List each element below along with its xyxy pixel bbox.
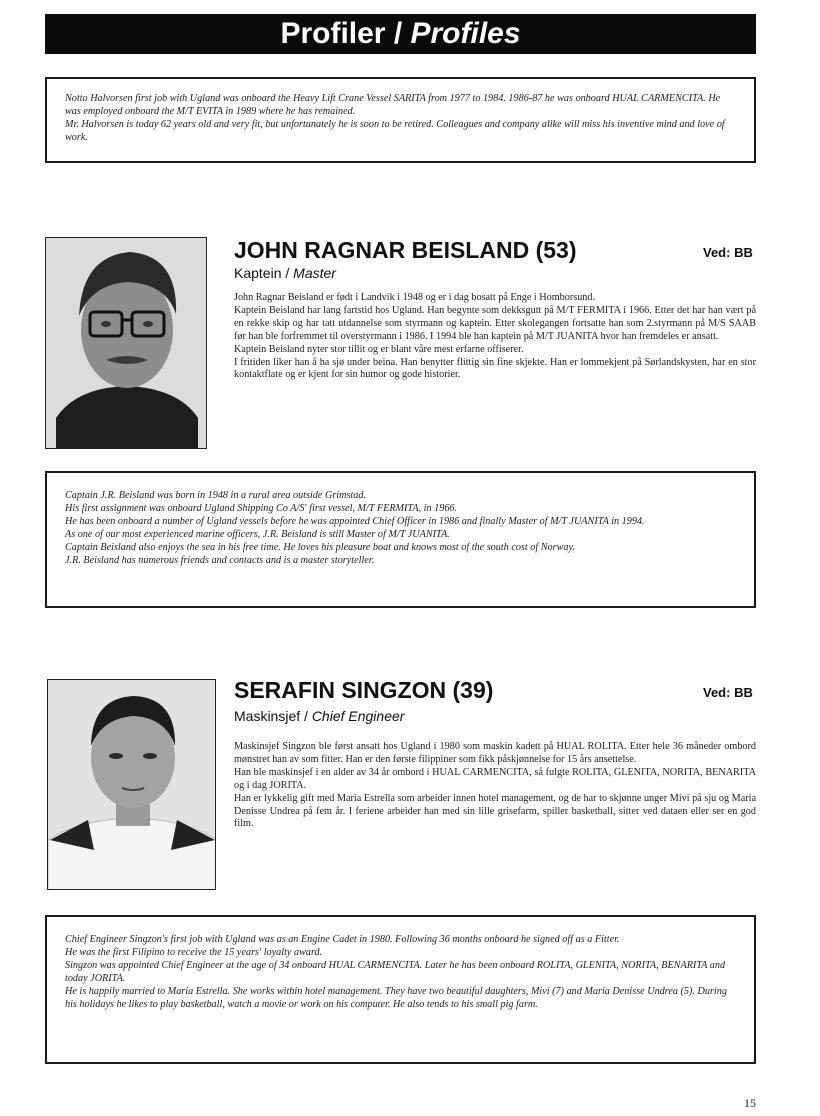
- bio-paragraph: John Ragnar Beisland er født i Landvik i 1948 og er i dag bosatt på Enge i Homborsund.: [234, 292, 596, 303]
- english-line: Singzon was appointed Chief Engineer at the age of 34 onboard HUAL CARMENCITA. Later he has been onboard ROLITA, GLENITA, NORITA, BENARITA and today JORITA.: [65, 960, 726, 984]
- english-line: As one of our most experienced marine officers, J.R. Beisland is still Master of M/T JUANITA.: [65, 529, 450, 540]
- profile-name-singzon: SERAFIN SINGZON (39): [234, 677, 494, 703]
- portrait-photo-beisland: [45, 237, 207, 449]
- profile-name-beisland: JOHN RAGNAR BEISLAND (53): [234, 237, 577, 263]
- english-line: He has been onboard a number of Ugland vessels before he was appointed Chief Officer in 1986 and finally Master of M/T JUANITA in 1994.: [65, 516, 645, 527]
- role-english: Chief Engineer: [311, 708, 405, 724]
- profile-role-beisland: [234, 265, 336, 281]
- role-english: Master: [293, 265, 336, 281]
- intro-line: Mr. Halvorsen is today 62 years old and very fit, but unfortunately he is soon to be retired. Colleagues and company alike will miss his inventive mind and love of work.: [65, 119, 725, 143]
- page-header: [45, 14, 756, 54]
- english-line: He was the first Filipino to receive the 15 years' loyalty award.: [65, 947, 323, 958]
- profile-ved-beisland: Ved: BB: [703, 245, 753, 260]
- bio-paragraph: Kaptein Beisland nyter stor tillit og er blant våre mest erfarne offiserer.: [234, 343, 524, 355]
- profile-role-singzon: [234, 708, 404, 724]
- english-box-beisland: [45, 471, 756, 608]
- english-line: Captain J.R. Beisland was born in 1948 in a rural area outside Grimstad.: [65, 490, 367, 501]
- intro-english-box: [45, 77, 756, 163]
- intro-line: Notto Halvorsen first job with Ugland was onboard the Heavy Lift Crane Vessel SARITA from 1977 to 1984. 1986-87 he was onboard HUAL CARMENCITA. He was employed onboard the M/T EVITA in 1989 where he has remained.: [65, 93, 721, 117]
- portrait-photo-singzon: [47, 679, 216, 890]
- english-box-singzon: [45, 915, 756, 1064]
- bio-paragraph: Han ble maskinsjef i en alder av 34 år ombord i HUAL CARMENCITA, så fulgte ROLITA, GLENITA, NORITA, BENARITA og i dag JORITA.: [234, 766, 756, 791]
- english-line: Chief Engineer Singzon's first job with Ugland was as an Engine Cadet in 1980. Following 36 months onboard he signed off as a Fitter.: [65, 934, 620, 945]
- profile-ved-singzon: Ved: BB: [703, 685, 753, 700]
- bio-paragraph: Maskinsjef Singzon ble først ansatt hos Ugland i 1980 som maskin kadett på HUAL ROLITA. Etter hele 36 måneder ombord mønstret han av som fitter. Han er den første filippiner som fikk påskjønnelse for 15 års ansettelse.: [234, 741, 756, 765]
- bio-paragraph: Kaptein Beisland har lang fartstid hos Ugland. Han begynte som dekksgutt på M/T FERMITA i 1966. Etter det har han vært på en rekke skip og har tatt utdannelse som styrmann og kaptein. Etter skolegangen fortsatte han som 2.styrmann på M/S SAAB før han ble forfremmet til overstyrmann i 1986. I 1994 ble han kaptein på M/T JUANITA hvor han fremdeles er ansatt.: [234, 304, 756, 342]
- bio-paragraph: Han er lykkelig gift med Maria Estrella som arbeider innen hotel management, og de har to skjønne unger Mivi på sju og Maria Denisse Undrea på fem år. I feriene arbeider han med sin lille grisefarm, spiller basketball, sitter ved dataen eller ser en god film.: [234, 792, 756, 830]
- header-title-plain: Profiler /: [280, 17, 411, 50]
- header-title-italic: Profiles: [410, 17, 521, 50]
- bio-paragraph: I fritiden liker han å ha sjø under beina. Han benytter flittig sin fine skjekte. Han er lommekjent på Sørlandskysten, har en stor kontaktflate og er kjent for sin humor og gode historier.: [234, 356, 756, 381]
- role-norwegian: Maskinsjef /: [234, 708, 312, 724]
- english-line: J.R. Beisland has numerous friends and contacts and is a master storyteller.: [65, 555, 375, 566]
- portrait-singzon-image: [48, 680, 216, 890]
- role-norwegian: Kaptein /: [234, 265, 294, 281]
- profile-bio-beisland: [234, 292, 756, 382]
- english-line: His first assignment was onboard Ugland Shipping Co A/S' first vessel, M/T FERMITA, in 1966.: [65, 503, 458, 514]
- english-line: Captain Beisland also enjoys the sea in his free time. He loves his pleasure boat and knows most of the south cost of Norway.: [65, 542, 575, 553]
- english-line: He is happily married to Maria Estrella. She works within hotel management. They have two beautiful daughters, Mivi (7) and Maria Denisse Undrea (5). During his holidays he likes to play basketball, watch a movie or work on his computer. He also tends to his small pig farm.: [65, 986, 727, 1010]
- page-number: 15: [744, 1096, 756, 1110]
- profile-bio-singzon: [234, 741, 756, 831]
- portrait-beisland-image: [46, 238, 207, 449]
